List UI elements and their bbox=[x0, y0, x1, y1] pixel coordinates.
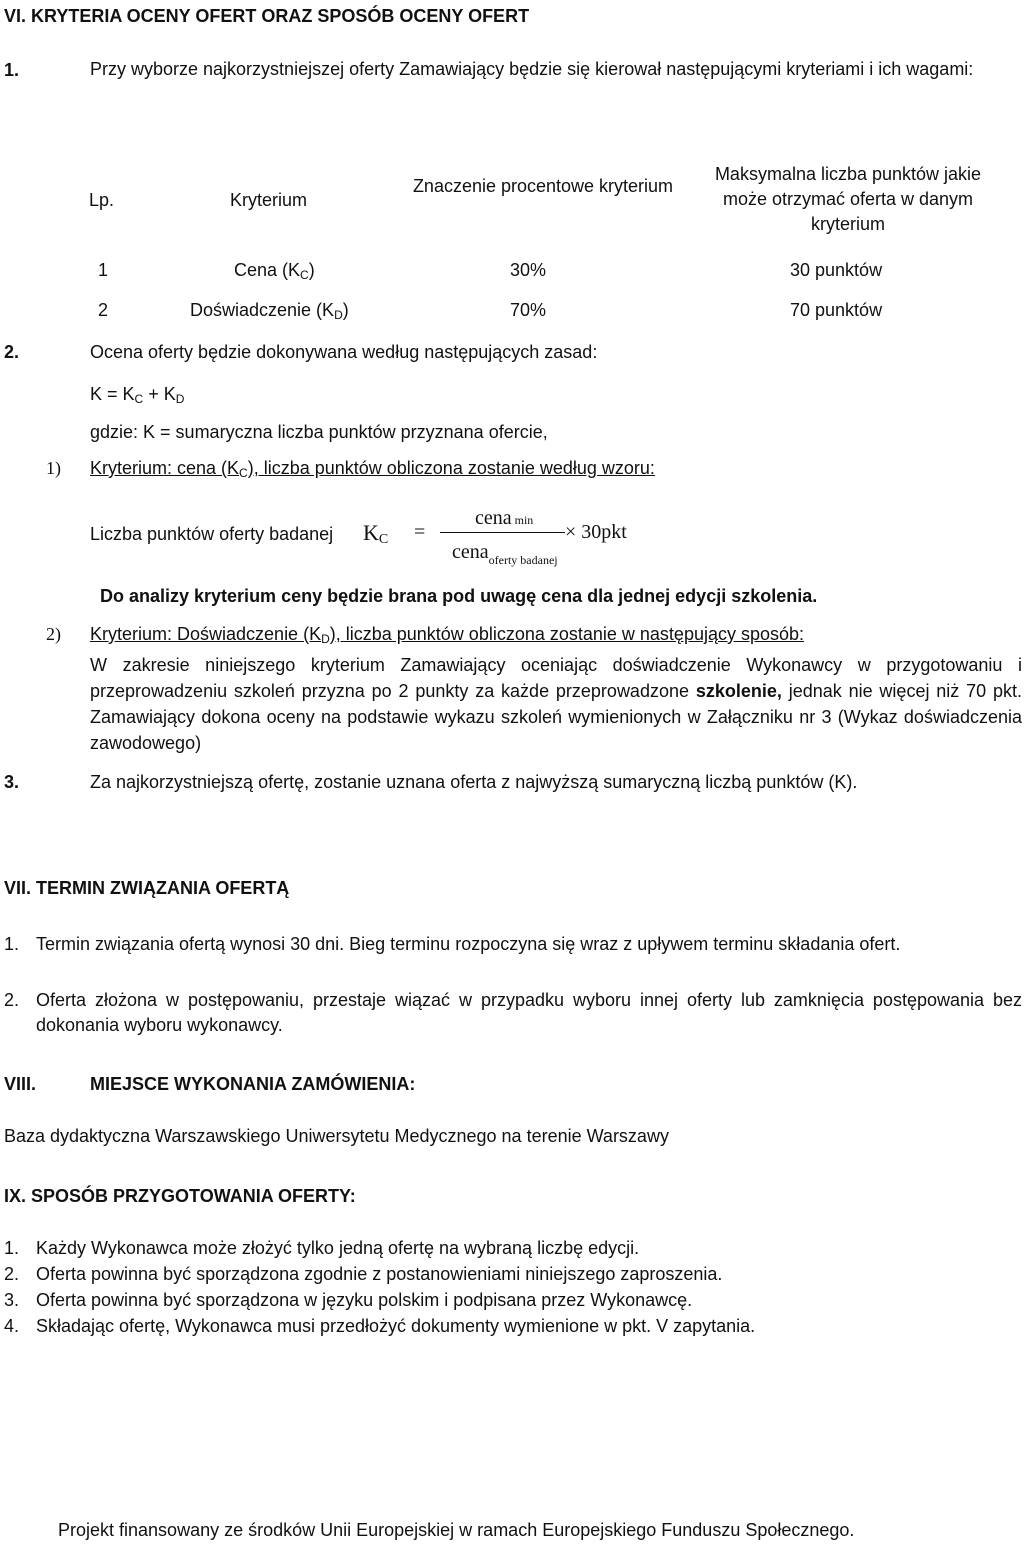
s7-item-1-text: Termin związania ofertą wynosi 30 dni. Bieg terminu rozpoczyna się wraz z upływem terminu składania ofert. bbox=[36, 934, 901, 954]
row-1-lp: 1 bbox=[98, 260, 109, 280]
s7-item-2-number: 2. bbox=[4, 990, 20, 1010]
formula-numerator: cena min bbox=[475, 507, 534, 529]
formula-fraction-line bbox=[440, 532, 565, 533]
row-2-procent: 70% bbox=[510, 300, 547, 320]
item-3-text: Za najkorzystniejszą ofertę, zostanie uznana oferta z najwyższą sumaryczną liczbą punktów (K). bbox=[90, 772, 858, 792]
gdzie-line: gdzie: K = sumaryczna liczba punktów przyznana ofercie, bbox=[90, 422, 548, 442]
sum-formula: $K = K_C + K_D$ bbox=[90, 384, 185, 406]
s7-item-1-number: 1. bbox=[4, 934, 20, 954]
sub-1-title: Kryterium: cena $(K_C)$, liczba punktów obliczona zostanie według wzoru: bbox=[90, 458, 655, 480]
item-1-number: 1. bbox=[4, 60, 20, 80]
s9-item-4-text: Składając ofertę, Wykonawca musi przedłożyć dokumenty wymienione w pkt. V zapytania. bbox=[36, 1316, 756, 1336]
item-2-number: 2. bbox=[4, 342, 20, 362]
header-znaczenie: Znaczenie procentowe kryterium bbox=[412, 176, 674, 196]
s9-item-3-number: 3. bbox=[4, 1290, 20, 1310]
item-1-text: Przy wyborze najkorzystniejszej oferty Zamawiający będzie się kierował następującymi kryteriami i ich wagami: bbox=[90, 59, 974, 79]
formula-equals: = bbox=[414, 521, 426, 543]
row-1-punkty: 30 punktów bbox=[790, 260, 883, 280]
s7-item-2-text: Oferta złożona w postępowaniu, przestaje wiązać w przypadku wyboru innej oferty lub zamknięcia postępowania bez dokonania wyboru wykonawcy. bbox=[36, 990, 1022, 1035]
s9-item-2-number: 2. bbox=[4, 1264, 20, 1284]
section-8-heading: MIEJSCE WYKONANIA ZAMÓWIENIA: bbox=[90, 1074, 416, 1094]
sub-2-title: Kryterium: Doświadczenie $(K_D)$, liczba punktów obliczona zostanie w następujący sposób: bbox=[90, 624, 805, 646]
section-8-text: Baza dydaktyczna Warszawskiego Uniwersytetu Medycznego na terenie Warszawy bbox=[4, 1126, 669, 1146]
row-2-kryterium: Doświadczenie $(K_D)$ bbox=[190, 300, 349, 322]
formula-denominator: cena$_{oferty badanej}$ bbox=[452, 541, 558, 567]
section-7-heading: VII. TERMIN ZWIĄZANIA OFERTĄ bbox=[4, 878, 290, 898]
s9-item-2-text: Oferta powinna być sporządzona zgodnie z postanowieniami niniejszego zaproszenia. bbox=[36, 1264, 723, 1284]
price-note: Do analizy kryterium ceny będzie brana pod uwagę cena dla jednej edycji szkolenia. bbox=[100, 586, 818, 606]
sub-1-number: 1) bbox=[46, 458, 61, 478]
s9-item-1-number: 1. bbox=[4, 1238, 20, 1258]
item-3-number: 3. bbox=[4, 772, 20, 792]
formula-k: $K_C$ bbox=[363, 520, 389, 547]
section-6-heading: VI. KRYTERIA OCENY OFERT ORAZ SPOSÓB OCENY OFERT bbox=[4, 6, 530, 26]
section-8-number: VIII. bbox=[4, 1074, 37, 1094]
page-footer: Projekt finansowany ze środków Unii Europejskiej w ramach Europejskiego Funduszu Społecznego. bbox=[58, 1520, 855, 1540]
s9-item-1-text: Każdy Wykonawca może złożyć tylko jedną ofertę na wybraną liczbę edycji. bbox=[36, 1238, 640, 1258]
section-9-heading: IX. SPOSÓB PRZYGOTOWANIA OFERTY: bbox=[4, 1186, 356, 1206]
row-1-kryterium: Cena $(K_C)$ bbox=[234, 260, 315, 282]
row-2-lp: 2 bbox=[98, 300, 109, 320]
formula-label: Liczba punktów oferty badanej bbox=[90, 524, 334, 544]
header-maks: Maksymalna liczba punktów jakie może otrzymać oferta w danym kryterium bbox=[714, 164, 982, 234]
s9-item-3-text: Oferta powinna być sporządzona w języku polskim i podpisana przez Wykonawcę. bbox=[36, 1290, 693, 1310]
row-2-punkty: 70 punktów bbox=[790, 300, 883, 320]
header-lp: Lp. bbox=[89, 190, 115, 210]
item-2-text: Ocena oferty będzie dokonywana według następujących zasad: bbox=[90, 342, 598, 362]
formula-multiplier: × 30pkt bbox=[565, 521, 627, 543]
row-1-procent: 30% bbox=[510, 260, 547, 280]
sub-2-body: W zakresie niniejszego kryterium Zamawiający oceniając doświadczenie Wykonawcy w przygotowaniu i przeprowadzeniu szkoleń przyzna po 2 punkty za każde przeprowadzone szkolenie, jednak nie więcej niż 70 pkt. Zamawiający dokona oceny na podstawie wykazu szkoleń wymienionych w Załączniku nr 3 (Wykaz doświadczenia zawodowego) bbox=[90, 655, 1022, 753]
s9-item-4-number: 4. bbox=[4, 1316, 20, 1336]
sub-2-number: 2) bbox=[46, 624, 61, 644]
header-kryterium: Kryterium bbox=[230, 190, 308, 210]
